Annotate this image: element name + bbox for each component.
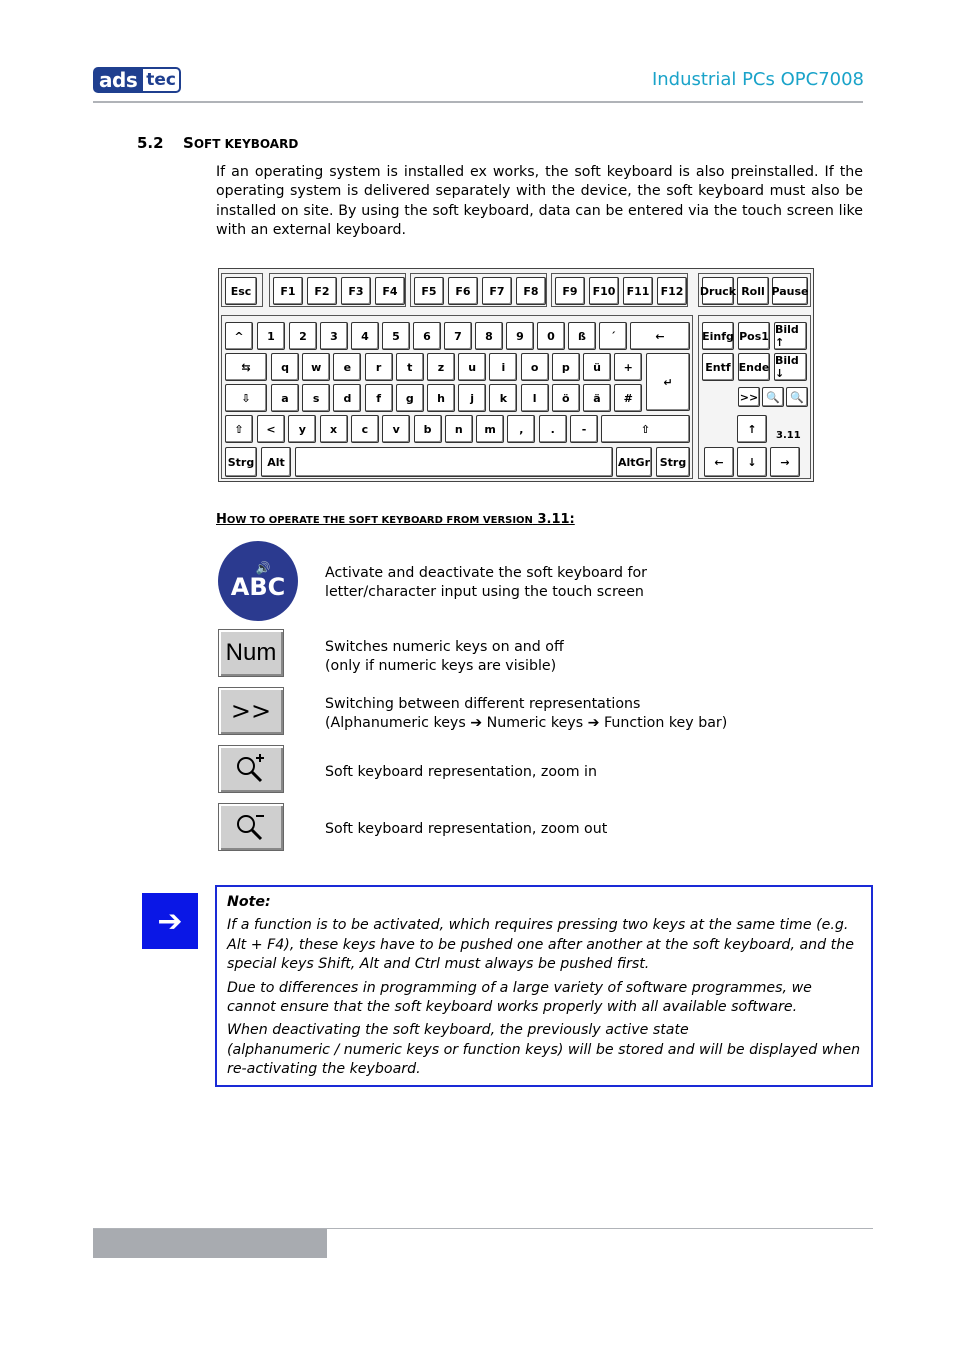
- char-key: .: [539, 415, 567, 443]
- char-key: g: [396, 384, 424, 412]
- fn-key: F6: [448, 277, 478, 305]
- char-key: o: [521, 353, 549, 381]
- abc-icon-label: ABC: [230, 573, 286, 601]
- fn-key: Druck: [702, 277, 734, 305]
- tab-key: ⇆: [225, 353, 267, 381]
- logo-right: tec: [141, 67, 181, 93]
- howto-desc-zoom-out: Soft keyboard representation, zoom out: [325, 821, 608, 837]
- ctrl-key: Strg: [225, 447, 257, 477]
- note-title: Note:: [227, 894, 271, 910]
- fn-key: F4: [375, 277, 405, 305]
- nav-key: Einfg: [702, 322, 734, 350]
- howto-desc-switch: [325, 695, 727, 734]
- desc-line: letter/character input using the touch screen: [325, 584, 644, 601]
- fn-key: Roll: [737, 277, 769, 305]
- char-key: ,: [507, 415, 535, 443]
- footer-bar: [93, 1229, 327, 1258]
- header-title: Industrial PCs OPC7008: [651, 69, 864, 90]
- howto-heading-version: 3.11:: [537, 512, 575, 527]
- fn-key: F8: [516, 277, 546, 305]
- ctrl-key: Strg: [656, 447, 690, 477]
- fn-key: F9: [555, 277, 585, 305]
- arrow-up-key: ↑: [737, 415, 767, 443]
- char-key: -: [570, 415, 598, 443]
- char-key: 2: [289, 322, 317, 350]
- space-key: [295, 447, 613, 477]
- alt-key: Alt: [261, 447, 291, 477]
- desc-line: Activate and deactivate the soft keyboard for: [325, 565, 647, 581]
- howto-desc-abc: [325, 564, 647, 603]
- header-divider: [93, 101, 863, 103]
- howto-desc-num: [325, 638, 564, 677]
- char-key: +: [614, 353, 642, 381]
- fn-key: F2: [307, 277, 337, 305]
- fn-key: F7: [482, 277, 512, 305]
- num-key-icon: Num: [218, 629, 284, 677]
- char-key: 7: [444, 322, 472, 350]
- char-key: 1: [257, 322, 285, 350]
- char-key: ü: [583, 353, 611, 381]
- char-key: f: [365, 384, 393, 412]
- char-key: 0: [537, 322, 565, 350]
- note-paragraph: Due to differences in programming of a large variety of software programmes, we cannot ensure that the soft keyboard works properly with all available software.: [227, 979, 812, 1016]
- char-key: ^: [225, 322, 253, 350]
- fn-key: F1: [273, 277, 303, 305]
- soft-keyboard-image: [218, 268, 814, 482]
- zoom-out-key: 🔍: [786, 387, 808, 407]
- char-key: w: [302, 353, 330, 381]
- section-number: 5.2: [137, 134, 164, 152]
- char-key: d: [333, 384, 361, 412]
- section-title-rest: OFT KEYBOARD: [193, 137, 299, 151]
- char-key: h: [427, 384, 455, 412]
- fn-key: F12: [657, 277, 687, 305]
- char-key: 9: [506, 322, 534, 350]
- char-key: 6: [413, 322, 441, 350]
- fn-key: F11: [623, 277, 653, 305]
- arrow-right-key: →: [770, 447, 800, 477]
- altgr-key: AltGr: [616, 447, 652, 477]
- char-key: j: [458, 384, 486, 412]
- zoom-in-key: 🔍: [762, 387, 784, 407]
- char-key: z: [427, 353, 455, 381]
- fn-key: Pause: [772, 277, 808, 305]
- nav-key: Entf: [702, 353, 734, 381]
- howto-heading-rest: OW TO OPERATE THE SOFT KEYBOARD FROM VERSION: [226, 515, 533, 526]
- char-key: n: [445, 415, 473, 443]
- char-key: ß: [568, 322, 596, 350]
- char-key: l: [521, 384, 549, 412]
- nav-key: Bild ↑: [774, 322, 807, 350]
- char-key: p: [552, 353, 580, 381]
- char-key: ´: [599, 322, 627, 350]
- fn-key: F3: [341, 277, 371, 305]
- char-key: c: [351, 415, 379, 443]
- char-key: 8: [475, 322, 503, 350]
- char-key: q: [271, 353, 299, 381]
- char-key: <: [257, 415, 285, 443]
- howto-heading: [216, 512, 575, 527]
- switch-representation-icon: >>: [218, 687, 284, 735]
- char-key: a: [271, 384, 299, 412]
- zoom-in-icon: [218, 745, 284, 793]
- nav-key: Ende: [738, 353, 770, 381]
- fn-key: Esc: [225, 277, 257, 305]
- desc-line: (only if numeric keys are visible): [325, 658, 557, 675]
- note-line: (alphanumeric / numeric keys or function keys) will be stored and will be displayed when re-activating the keyboard.: [227, 1041, 861, 1078]
- logo-left: ads: [93, 67, 141, 93]
- arrow-down-key: ↓: [737, 447, 767, 477]
- section-paragraph: If an operating system is installed ex works, the soft keyboard is also preinstalled. If the operating system is delivered separately with the device, the soft keyboard must also be installed on site. By using the soft keyboard, data can be entered via the touch screen like with an external keyboard.: [216, 164, 863, 239]
- adstec-logo: [93, 67, 181, 93]
- char-key: 3: [320, 322, 348, 350]
- note-box: [215, 885, 873, 1087]
- fn-key: F10: [589, 277, 619, 305]
- backspace-key: ←: [630, 322, 690, 350]
- char-key: v: [382, 415, 410, 443]
- char-key: ä: [583, 384, 611, 412]
- caps-key: ⇩: [225, 384, 267, 412]
- char-key: k: [489, 384, 517, 412]
- section-title-initial: S: [183, 134, 194, 152]
- desc-line: Switching between different representations: [325, 696, 641, 712]
- desc-line: (Alphanumeric keys ➔ Numeric keys ➔ Function key bar): [325, 715, 728, 732]
- abc-keyboard-icon: [218, 541, 298, 621]
- enter-key: ↵: [646, 353, 690, 411]
- char-key: ö: [552, 384, 580, 412]
- nav-key: Pos1: [738, 322, 770, 350]
- char-key: 5: [382, 322, 410, 350]
- char-key: u: [458, 353, 486, 381]
- keyboard-version-label: 3.11: [776, 430, 801, 441]
- char-key: #: [614, 384, 642, 412]
- desc-line: Switches numeric keys on and off: [325, 639, 564, 655]
- char-key: b: [414, 415, 442, 443]
- zoom-out-icon: [218, 803, 284, 851]
- char-key: e: [333, 353, 361, 381]
- char-key: y: [288, 415, 316, 443]
- note-paragraph: [227, 1021, 861, 1079]
- shift-key: ⇧: [225, 415, 253, 443]
- char-key: s: [302, 384, 330, 412]
- arrow-left-key: ←: [704, 447, 734, 477]
- note-arrow-icon: ➔: [142, 893, 198, 949]
- note-paragraph: If a function is to be activated, which requires pressing two keys at the same time (e.g. Alt + F4), these keys have to be pushed one after another at the soft keyboard, and the special keys Shift, Alt and Ctrl must always be pushed first.: [227, 917, 854, 973]
- char-key: t: [396, 353, 424, 381]
- char-key: r: [365, 353, 393, 381]
- note-line: When deactivating the soft keyboard, the previously active state: [227, 1022, 689, 1039]
- char-key: m: [476, 415, 504, 443]
- switch-key: >>: [738, 387, 760, 407]
- shift-key: ⇧: [601, 415, 690, 443]
- nav-key: Bild ↓: [774, 353, 807, 381]
- char-key: x: [320, 415, 348, 443]
- char-key: 4: [351, 322, 379, 350]
- section-title: [183, 134, 298, 152]
- sound-icon: 🔊: [255, 561, 271, 575]
- howto-heading-initial: H: [216, 512, 227, 527]
- char-key: i: [489, 353, 517, 381]
- fn-key: F5: [414, 277, 444, 305]
- howto-desc-zoom-in: Soft keyboard representation, zoom in: [325, 764, 597, 780]
